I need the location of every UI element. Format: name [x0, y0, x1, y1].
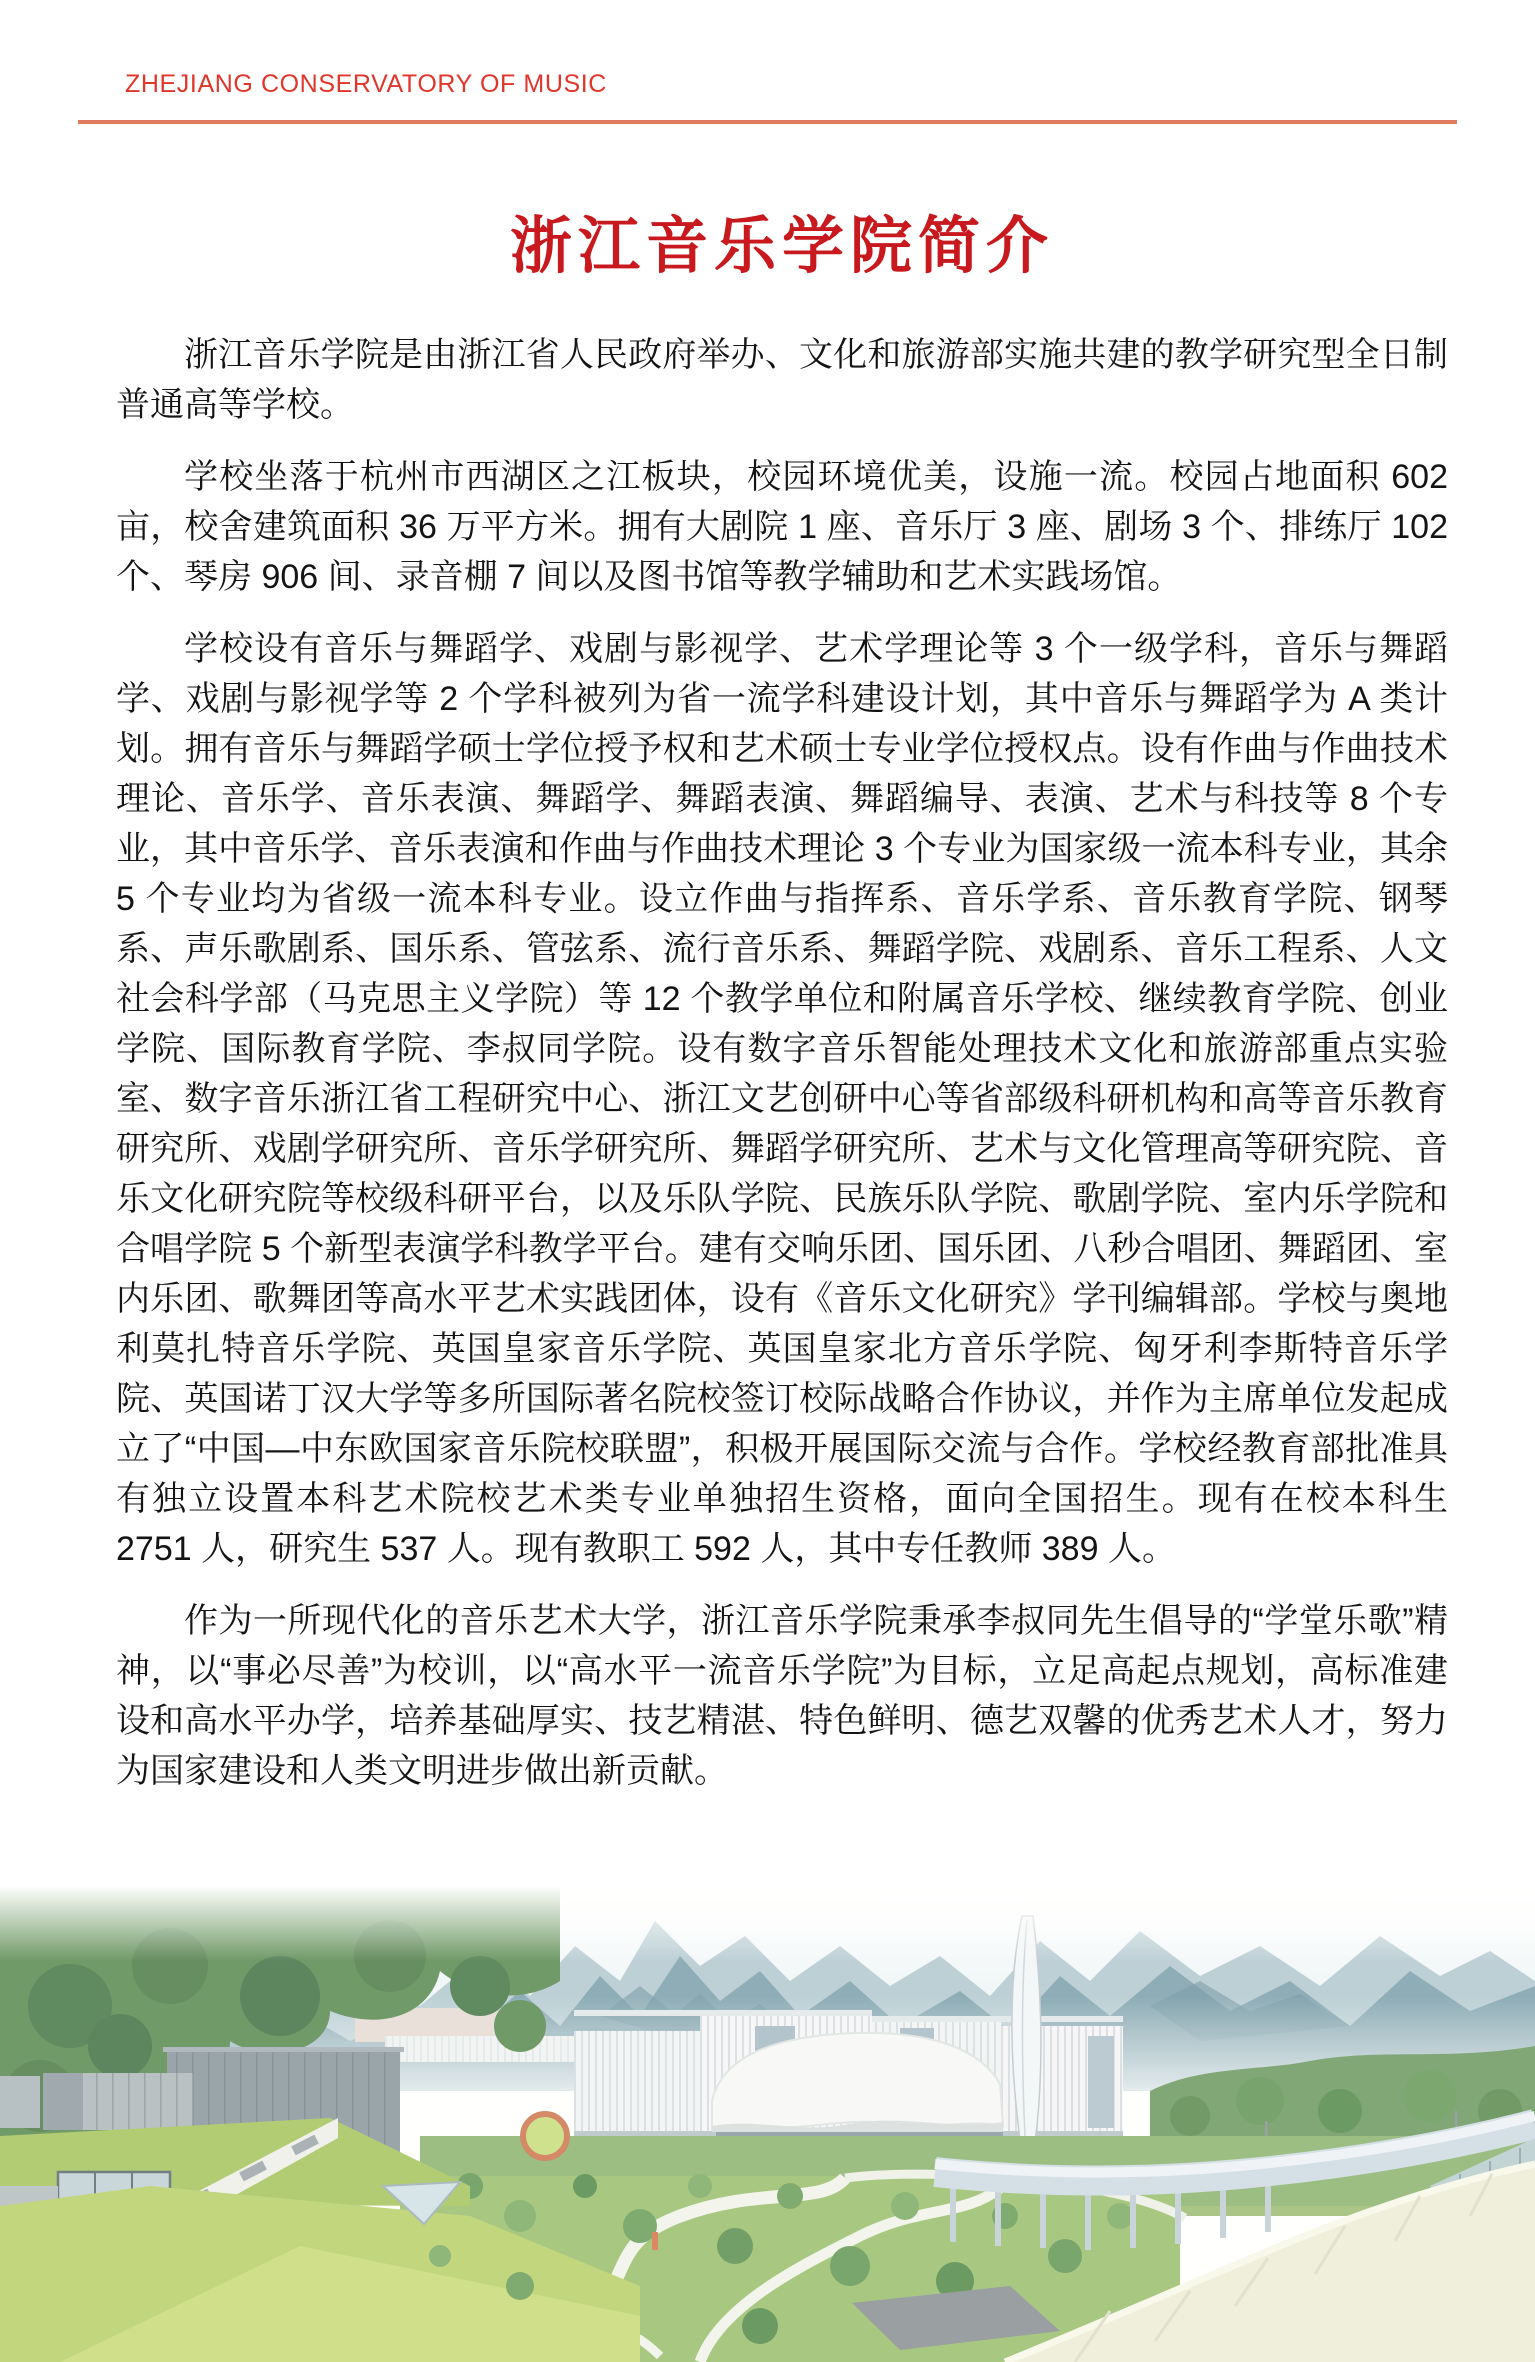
- body-paragraph: 学校设有音乐与舞蹈学、戏剧与影视学、艺术学理论等 3 个一级学科，音乐与舞蹈学、戏剧与影视学等 2 个学科被列为省一流学科建设计划，其中音乐与舞蹈学为 A 类计划。拥有音乐与舞蹈学硕士学位授予权和艺术硕士专业学位授权点。设有作曲与作曲技术理论、音乐学、音乐表演、舞蹈学、舞蹈表演、舞蹈编导、表演、艺术与科技等 8 个专业，其中音乐学、音乐表演和作曲与作曲技术理论 3 个专业为国家级一流本科专业，其余 5 个专业均为省级一流本科专业。设立作曲与指挥系、音乐学系、音乐教育学院、钢琴系、声乐歌剧系、国乐系、管弦系、流行音乐系、舞蹈学院、戏剧系、音乐工程系、人文社会科学部（马克思主义学院）等 12 个教学单位和附属音乐学校、继续教育学院、创业学院、国际教育学院、李叔同学院。设有数字音乐智能处理技术文化和旅游部重点实验室、数字音乐浙江省工程研究中心、浙江文艺创研中心等省部级科研机构和高等音乐教育研究所、戏剧学研究所、音乐学研究所、舞蹈学研究所、艺术与文化管理高等研究院、音乐文化研究院等校级科研平台，以及乐队学院、民族乐队学院、歌剧学院、室内乐学院和合唱学院 5 个新型表演学科教学平台。建有交响乐团、国乐团、八秒合唱团、舞蹈团、室内乐团、歌舞团等高水平艺术实践团体，设有《音乐文化研究》学刊编辑部。学校与奥地利莫扎特音乐学院、英国皇家音乐学院、英国皇家北方音乐学院、匈牙利李斯特音乐学院、英国诺丁汉大学等多所国际著名院校签订校际战略合作协议，并作为主席单位发起成立了“中国—中东欧国家音乐院校联盟”，积极开展国际交流与合作。学校经教育部批准具有独立设置本科艺术院校艺术类专业单独招生资格，面向全国招生。现有在校本科生 2751 人，研究生 537 人。现有教职工 592 人，其中专任教师 389 人。: [116, 630, 1448, 1568]
- body-paragraph: 学校坐落于杭州市西湖区之江板块，校园环境优美，设施一流。校园占地面积 602 亩，校舍建筑面积 36 万平方米。拥有大剧院 1 座、音乐厅 3 座、剧场 3 个、排练厅 102 个、琴房 906 间、录音棚 7 间以及图书馆等教学辅助和艺术实践场馆。: [116, 458, 1448, 596]
- page-title: 浙江音乐学院简介: [509, 209, 1054, 282]
- campus-photo: [0, 1886, 1535, 2362]
- body-paragraph: 浙江音乐学院是由浙江省人民政府举办、文化和旅游部实施共建的教学研究型全日制普通高等学校。: [116, 336, 1448, 424]
- photo-wash: [0, 1886, 1535, 2362]
- body-paragraph: 作为一所现代化的音乐艺术大学，浙江音乐学院秉承李叔同先生倡导的“学堂乐歌”精神，以“事必尽善”为校训，以“高水平一流音乐学院”为目标，立足高起点规划，高标准建设和高水平办学，培养基础厚实、技艺精湛、特色鲜明、德艺双馨的优秀艺术人才，努力为国家建设和人类文明进步做出新贡献。: [116, 1602, 1448, 1790]
- masthead-rule: [78, 120, 1457, 124]
- body-text: [116, 330, 1448, 1818]
- masthead-text: ZHEJIANG CONSERVATORY OF MUSIC: [125, 70, 607, 98]
- campus-photo-illustration: [0, 1886, 1535, 2362]
